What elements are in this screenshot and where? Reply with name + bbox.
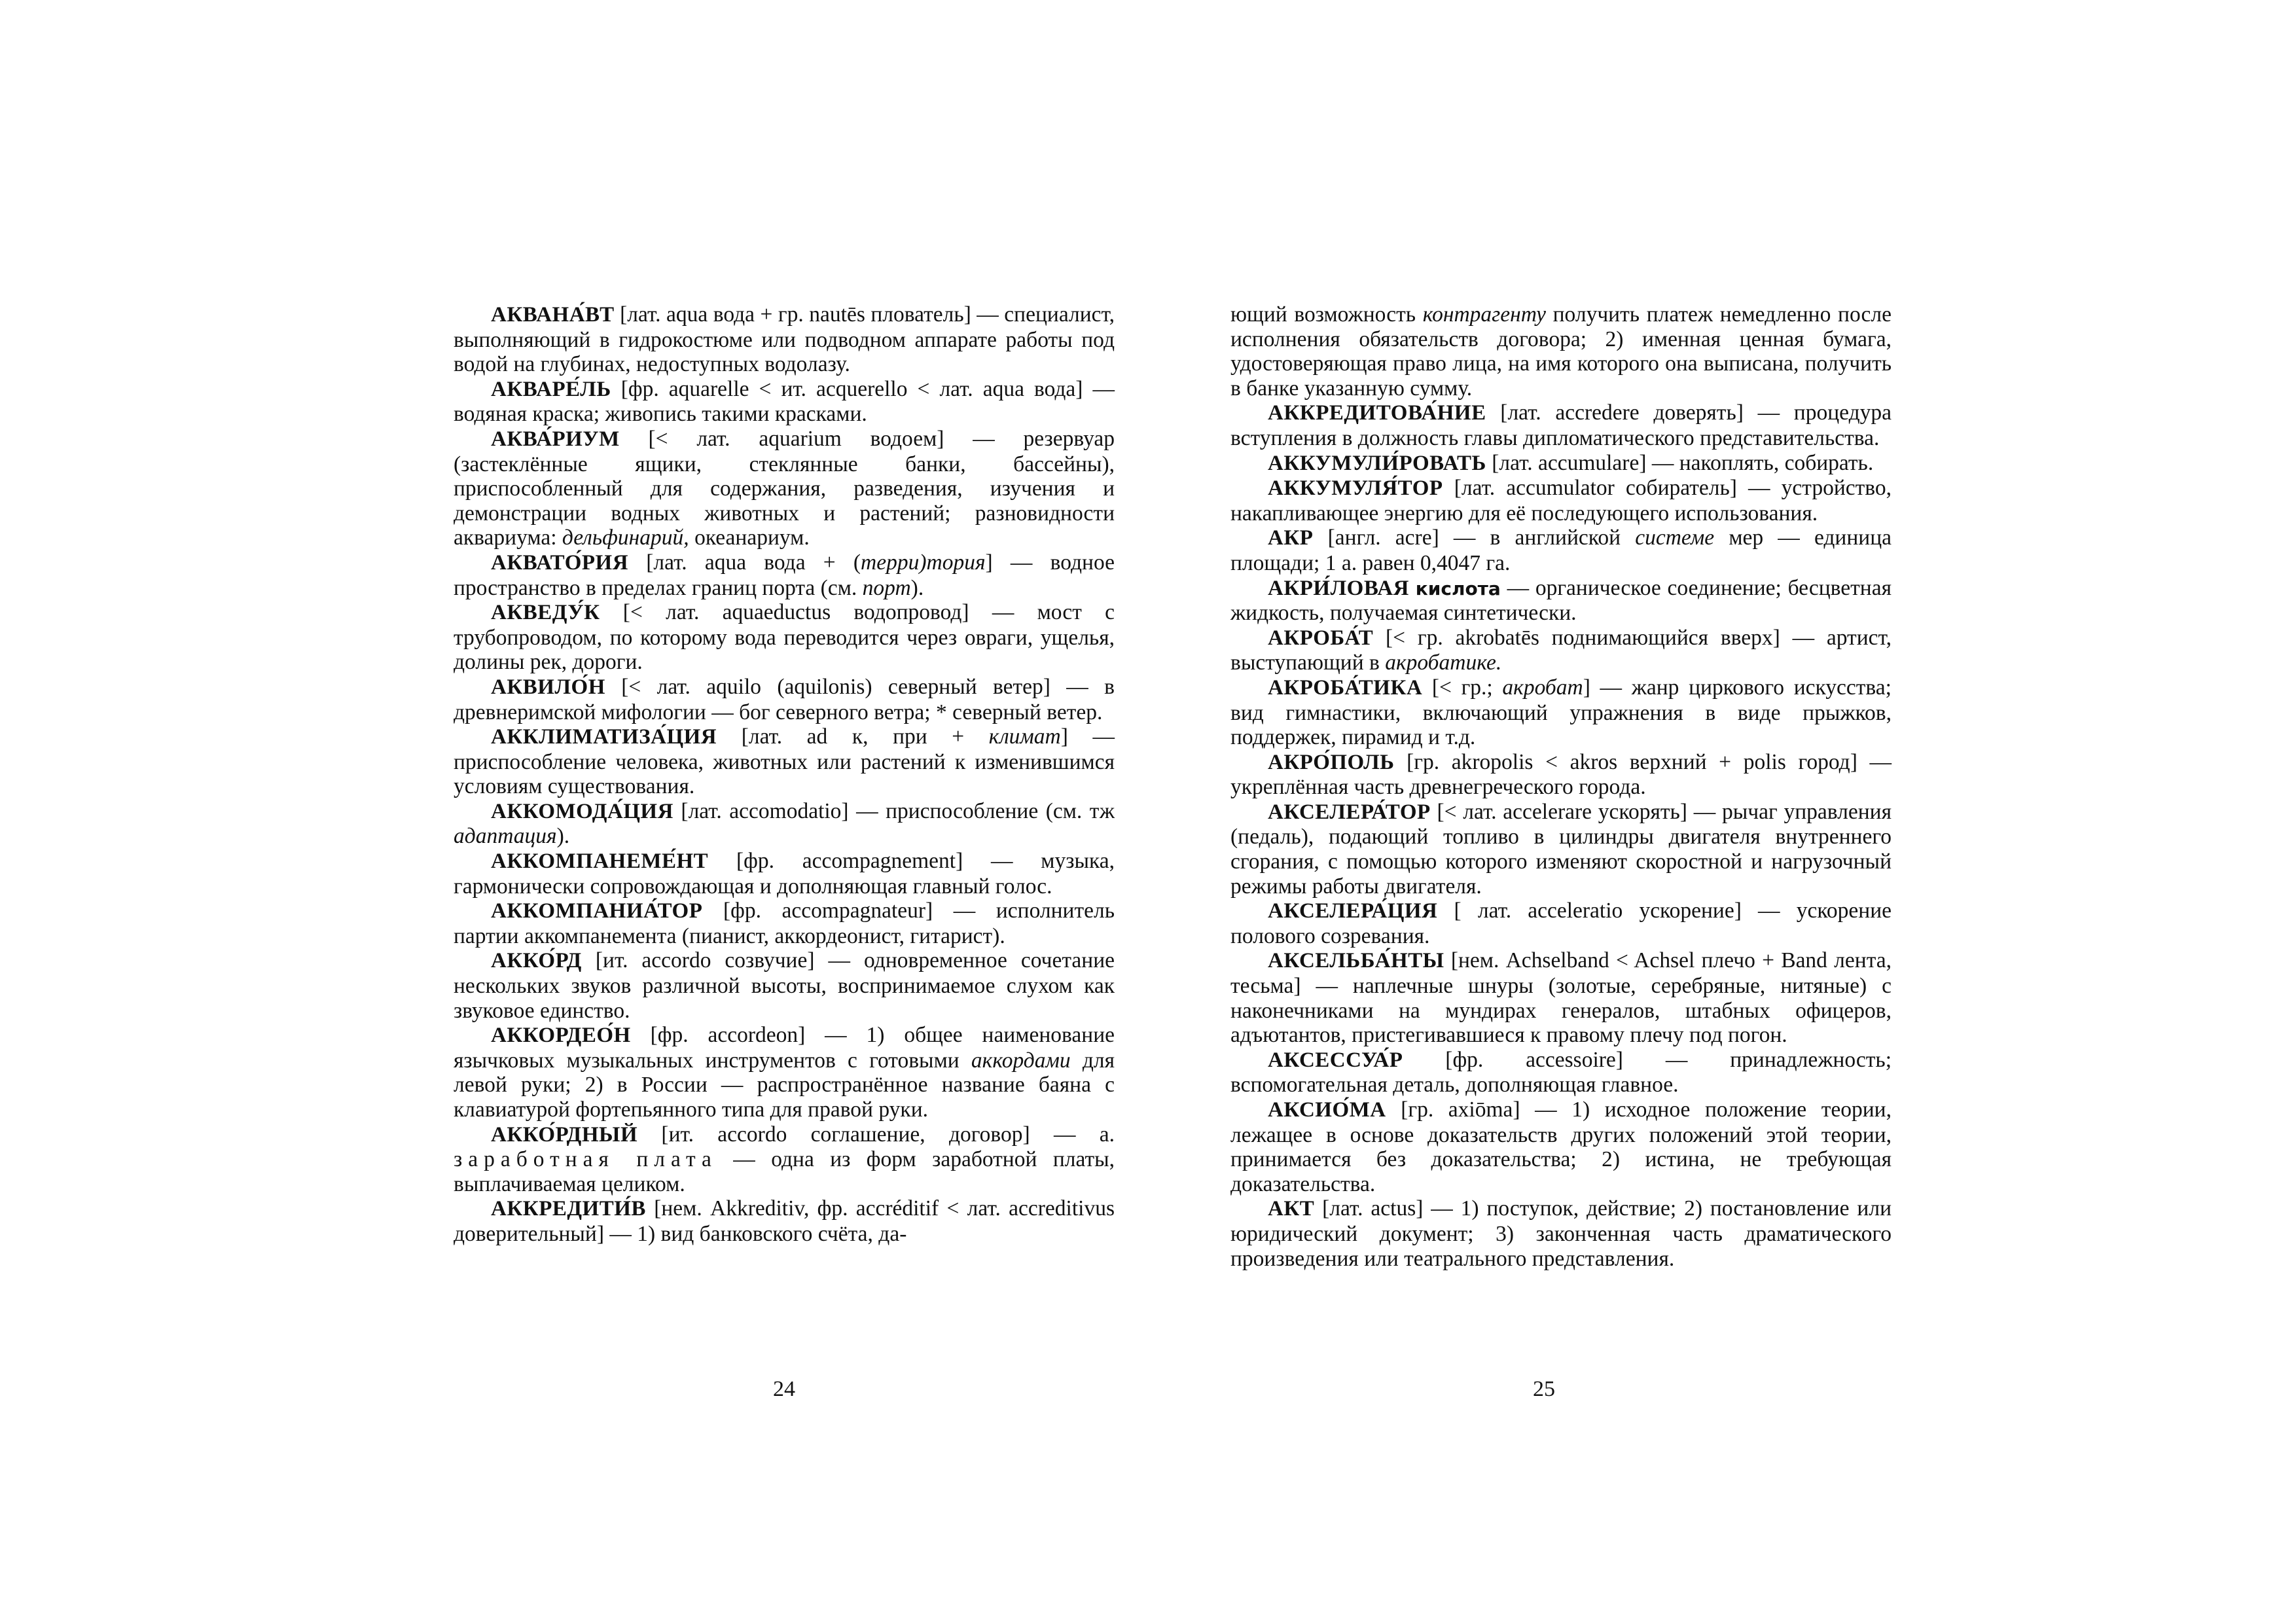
entry-headword: АКСЕЛЬБА́НТЫ [1268,949,1444,973]
dictionary-entry [454,948,1115,1023]
dictionary-entry [454,724,1115,799]
page-left [454,302,1115,1247]
dictionary-entry [1230,401,1892,450]
entry-headword-second: кислота [1415,577,1501,599]
dictionary-entry [454,899,1115,948]
entry-definition: [лат. accumulare] — накоплять, собирать. [1486,450,1874,475]
entry-definition: [< лат. accelerare ускорять] — рычаг управления (педаль), подающий топливо в цилиндры двигателя внутреннего сгорания, с помощью которого изменяют скоростной и нагрузочный режимы работы двигателя. [1230,799,1892,899]
entry-definition-tail: для левой руки; 2) в России — распространённое название баяна с клавиатурой фортепьянного типа для правой руки. [454,1048,1115,1122]
entry-definition: [гр. axiōma] — 1) исходное положение теории, лежащее в основе доказательств других положений этой теории, принимается без доказательства; 2) истина, не требующая доказательства. [1230,1097,1892,1196]
entry-definition: [лат. accomodatio] — приспособление (см. тж [673,798,1115,823]
entry-headword: АККОМОДА́ЦИЯ [491,799,673,823]
dictionary-entry [454,302,1115,377]
dictionary-entry [1230,476,1892,526]
entry-headword: АКСИО́МА [1268,1098,1386,1122]
entry-italic-term: дельфинарий, [562,526,689,550]
entry-headword: АККОРДЕО́Н [491,1024,631,1048]
entry-definition: [лат. aqua вода + гр. nautēs плователь] — специалист, выполняющий в гидрокостюме или подводном аппарате работы под водой на глубинах, недоступных водолазу. [454,302,1115,377]
entry-definition: [фр. accompagnement] — музыка, гармонически сопровождающая и дополняющая главный голос. [454,849,1115,899]
entry-headword: АКСЕССУА́Р [1268,1048,1403,1072]
entry-headword: АККОМПАНЕМЕ́НТ [491,849,709,874]
entry-headword: АККУМУЛЯ́ТОР [1268,476,1443,501]
entry-headword: АККУМУЛИ́РОВАТЬ [1268,451,1486,475]
entry-headword: АККОМПАНИА́ТОР [491,899,703,923]
entry-definition: — органическое соединение; бесцветная жидкость, получаемая синтетически. [1230,575,1892,626]
entry-definition: [фр. accordeon] — 1) общее наименование язычковых музыкальных инструментов с готовыми [454,1023,1115,1073]
dictionary-entry [454,1122,1115,1197]
entry-definition: [< лат. aquarium водоем] — резервуар (застеклённые ящики, стеклянные банки, бассейны), приспособленный для содержания, разведения, изучения и демонстрации водных животных и растений; разновидности аквариума: [454,426,1115,550]
entry-definition: [< лат. aquaeductus водопровод] — мост с трубопроводом, по которому вода переводится через овраги, ущелья, долины рек, дороги. [454,600,1115,675]
entry-headword: АКВАНА́ВТ [491,303,615,327]
dictionary-entry [1230,526,1892,575]
entry-definition: [лат. ad к, при + [717,724,989,749]
dictionary-entry [454,427,1115,550]
entry-headword: АКВИЛО́Н [491,675,605,699]
entry-headword: АККРЕДИТИ́В [491,1197,646,1221]
dictionary-entry [1230,626,1892,675]
dictionary-entry [454,849,1115,899]
entry-italic-term: адаптация [454,824,557,849]
dictionary-entry [454,675,1115,724]
entry-definition-tail: ] — приспособление человека, животных или растений к изменившимся условиям существования. [454,724,1115,799]
entry-spaced-term: заработная плата [454,1147,717,1172]
entry-definition-tail: ] — жанр циркового искусства; вид гимнастики, включающий упражнения в виде прыжков, поддержек, пирамид и т.д. [1230,675,1892,750]
dictionary-entry [1230,750,1892,800]
entry-italic-term: терри)тория [861,550,986,575]
entry-headword: АККРЕДИТОВА́НИЕ [1268,401,1486,425]
entry-definition: [фр. accompagnateur] — исполнитель партии аккомпанемента (пианист, аккордеонист, гитарист). [454,899,1115,948]
entry-definition-tail: ). [556,824,570,849]
entry-headword: АККО́РДНЫЙ [491,1122,638,1147]
entry-headword: АКРО́ПОЛЬ [1268,750,1395,774]
entry-italic-term: климат [988,724,1061,749]
entry-headword: АКРОБА́ТИКА [1268,675,1423,700]
entry-continuation-italic: контрагенту [1422,302,1546,327]
entry-definition: [лат. accredere доверять] — процедура вступления в должность главы дипломатического представительства. [1230,401,1892,450]
dictionary-entry [454,600,1115,675]
entry-continuation [1230,302,1892,401]
dictionary-entry [1230,899,1892,948]
entry-definition-tail: океанариум. [689,526,810,550]
entry-continuation-tail: получить платеж немедленно после исполнения обязательств договора; 2) именная ценная бумага, удостоверяющая право лица, на имя которого она выписана, получить в банке указанную сумму. [1230,302,1892,401]
entry-headword: АКВАТО́РИЯ [491,550,629,575]
entry-headword: АКР [1268,526,1314,550]
entry-definition: [< гр. akrobatēs поднимающийся вверх] — артист, выступающий в [1230,625,1892,675]
dictionary-entry [1230,576,1892,626]
entry-headword: АКРИ́ЛОВАЯ [1268,576,1409,600]
entry-headword: АКВЕДУ́К [491,601,600,625]
dictionary-entry [454,1196,1115,1246]
entry-definition: [ит. accordo соглашение, договор] — а. [637,1122,1115,1147]
entry-headword: АКСЕЛЕРА́ТОР [1268,800,1431,824]
entry-headword: АКСЕЛЕРА́ЦИЯ [1268,899,1438,923]
entry-definition: [фр. accessoire] — принадлежность; вспомогательная деталь, дополняющая главное. [1230,1047,1892,1097]
page-number-right: 25 [1533,1377,1555,1401]
dictionary-entry [1230,675,1892,750]
entry-definition: [англ. acre] — в английской [1313,526,1636,550]
entry-definition: [ит. accordo созвучие] — одновременное сочетание нескольких звуков различной высоты, воспринимаемое слухом как звуковое единство. [454,948,1115,1023]
entry-definition: [< гр.; [1422,675,1503,700]
dictionary-entry [1230,800,1892,899]
page-right [1230,302,1892,1271]
entry-continuation-text: ющий возможность [1230,302,1423,327]
entry-definition-tail: — одна из форм заработной платы, выплачиваемая целиком. [454,1147,1115,1196]
entry-italic-term: акробат [1502,675,1583,700]
entry-definition-tail: ] — водное пространство в пределах границ порта (см. [454,550,1115,600]
entry-headword: АКРОБА́Т [1268,626,1374,650]
entry-headword: АКТ [1268,1197,1315,1221]
page-right-text [1230,302,1892,1271]
entry-definition: [гр. akropolis < akros верхний + polis город] — укреплённая часть древнегреческого города. [1230,749,1892,800]
entry-headword: АКВАРЕ́ЛЬ [491,377,611,401]
entry-definition-tail: мер — единица площади; 1 а. равен 0,4047 га. [1230,526,1892,575]
entry-italic-term: системе [1635,526,1715,550]
dictionary-entry [1230,1097,1892,1196]
dictionary-entry [454,1023,1115,1122]
dictionary-entry [1230,948,1892,1047]
entry-definition: [нем. Achselband < Achsel плечо + Band лента, тесьма] — наплечные шнуры (золотые, серебряные, нитяные) с наконечниками на мундирах генералов, штабных офицеров, адъютантов, пристегивавшиеся к правому плечу под погон. [1230,948,1892,1048]
entry-definition: [нем. Akkreditiv, фр. accréditif < лат. accreditivus доверительный] — 1) вид банковского счёта, да- [454,1196,1115,1246]
entry-definition: [лат. aqua вода + ( [628,550,861,575]
entry-headword: АККО́РД [491,949,582,973]
dictionary-entry [454,550,1115,600]
entry-italic-term: аккордами [971,1048,1071,1073]
dictionary-entry [454,799,1115,849]
entry-definition: [лат. accumulator собиратель] — устройство, накапливающее энергию для её последующего использования. [1230,476,1892,526]
page-left-text [454,302,1115,1247]
entry-definition: [< лат. aquilo (aquilonis) северный ветер] — в древнеримской мифологии — бог северного ветра; * северный ветер. [454,674,1115,724]
entry-definition-tail: ). [910,575,924,600]
entry-italic-term: порт [862,575,911,600]
entry-headword: АКВА́РИУМ [491,427,620,451]
entry-definition: [фр. aquarelle < ит. acquerello < лат. aqua вода] — водяная краска; живопись такими красками. [454,376,1115,427]
dictionary-entry [454,377,1115,427]
entry-italic-term: акробатике. [1385,651,1502,675]
dictionary-entry [1230,1196,1892,1271]
entry-headword: АККЛИМАТИЗА́ЦИЯ [491,725,717,749]
entry-definition: [ лат. acceleratio ускорение] — ускорение полового созревания. [1230,899,1892,948]
entry-definition: [лат. actus] — 1) поступок, действие; 2) постановление или юридический документ; 3) законченная часть драматического произведения или театрального представления. [1230,1196,1892,1271]
dictionary-entry [1230,1048,1892,1097]
dictionary-entry [1230,451,1892,476]
page-number-left: 24 [773,1377,795,1401]
